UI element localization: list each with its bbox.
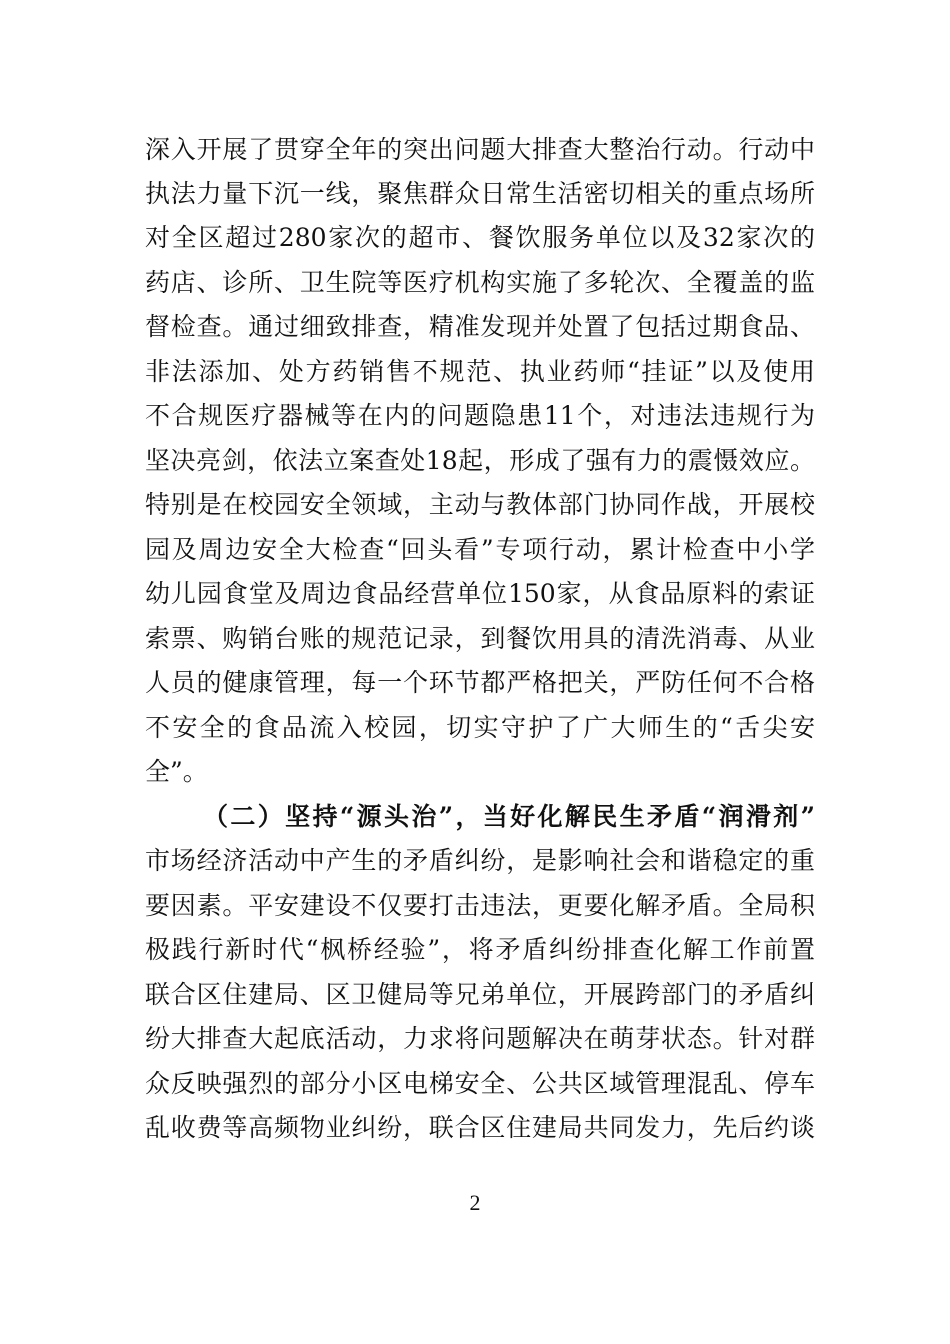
section-heading: （二）坚持“源头治”，当好化解民生矛盾“润滑剂” [203, 802, 815, 831]
paragraph-line: 全”。 [145, 757, 208, 786]
paragraph-line: 非法添加、处方药销售不规范、执业药师“挂证”以及使用 [145, 357, 815, 386]
paragraph-line: 幼儿园食堂及周边食品经营单位150家，从食品原料的索证 [145, 579, 815, 608]
page-number: 2 [469, 1190, 481, 1215]
paragraph-line: 不合规医疗器械等在内的问题隐患11个，对违法违规行为 [145, 401, 815, 430]
paragraph-line: 深入开展了贯穿全年的突出问题大排查大整治行动。行动中 [145, 135, 815, 164]
paragraph-line: 极践行新时代“枫桥经验”，将矛盾纠纷排查化解工作前置 [145, 935, 815, 964]
paragraph-line: 要因素。平安建设不仅要打击违法，更要化解矛盾。全局积 [145, 891, 815, 920]
paragraph-line: 纷大排查大起底活动，力求将问题解决在萌芽状态。针对群 [145, 1024, 815, 1053]
paragraph-line: 督检查。通过细致排查，精准发现并处置了包括过期食品、 [145, 312, 815, 341]
paragraph-line: 不安全的食品流入校园，切实守护了广大师生的“舌尖安 [145, 713, 815, 742]
paragraph-line: 园及周边安全大检查“回头看”专项行动，累计检查中小学 [145, 535, 815, 564]
paragraph-line: 药店、诊所、卫生院等医疗机构实施了多轮次、全覆盖的监 [145, 268, 815, 297]
paragraph-line: 乱收费等高频物业纠纷，联合区住建局共同发力，先后约谈 [145, 1113, 815, 1142]
paragraph-line: 特别是在校园安全领域，主动与教体部门协同作战，开展校 [145, 490, 815, 519]
paragraph-line: 索票、购销台账的规范记录，到餐饮用具的清洗消毒、从业 [145, 624, 815, 653]
paragraph-line: 对全区超过280家次的超市、餐饮服务单位以及32家次的 [145, 223, 815, 252]
paragraph-line: 市场经济活动中产生的矛盾纠纷，是影响社会和谐稳定的重 [145, 846, 815, 875]
paragraph-line: 坚决亮剑，依法立案查处18起，形成了强有力的震慑效应。 [145, 446, 815, 475]
paragraph-line: 联合区住建局、区卫健局等兄弟单位，开展跨部门的矛盾纠 [145, 980, 815, 1009]
paragraph-line: 众反映强烈的部分小区电梯安全、公共区域管理混乱、停车 [145, 1069, 815, 1098]
paragraph-line: 执法力量下沉一线，聚焦群众日常生活密切相关的重点场所 [145, 179, 815, 208]
paragraph-line: 人员的健康管理，每一个环节都严格把关，严防任何不合格 [145, 668, 815, 697]
